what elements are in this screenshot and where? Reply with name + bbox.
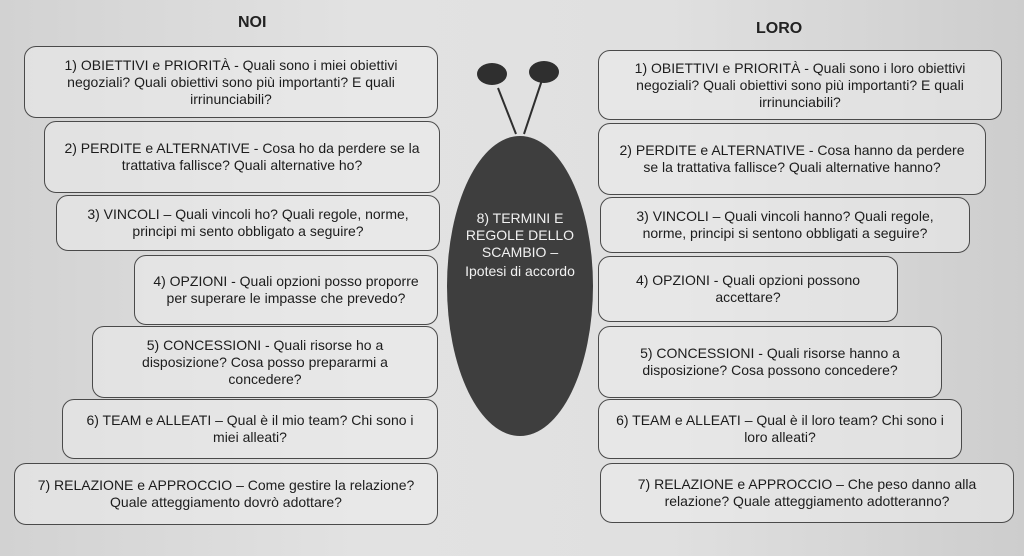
noi-box-obiettivi: 1) OBIETTIVI e PRIORITÀ - Quali sono i miei obiettivi negoziali? Quali obiettivi sono più importanti? E quali irrinunciabili?	[24, 46, 438, 118]
loro-box-team: 6) TEAM e ALLEATI – Qual è il loro team? Chi sono i loro alleati?	[598, 399, 962, 459]
loro-box-vincoli: 3) VINCOLI – Quali vincoli hanno? Quali regole, norme, principi si sentono obbligati a seguire?	[600, 197, 970, 253]
loro-box-perdite: 2) PERDITE e ALTERNATIVE - Cosa hanno da perdere se la trattativa fallisce? Quali alternative hanno?	[598, 123, 986, 195]
center-title: 8) TERMINI E REGOLE DELLO SCAMBIO –	[465, 210, 575, 260]
antenna-head-right	[529, 61, 559, 83]
loro-box-obiettivi: 1) OBIETTIVI e PRIORITÀ - Quali sono i loro obiettivi negoziali? Quali obiettivi sono più importanti? E quali irrinunciabili?	[598, 50, 1002, 120]
loro-box-relazione: 7) RELAZIONE e APPROCCIO – Che peso danno alla relazione? Quale atteggiamento adotteranno?	[600, 463, 1014, 523]
center-label	[452, 210, 588, 280]
antenna-right	[524, 80, 542, 134]
antenna-head-left	[477, 63, 507, 85]
antenna-left	[498, 88, 516, 134]
noi-box-opzioni: 4) OPZIONI - Quali opzioni posso proporre per superare le impasse che prevedo?	[134, 255, 438, 325]
heading-noi: NOI	[238, 14, 267, 31]
loro-box-concessioni: 5) CONCESSIONI - Quali risorse hanno a disposizione? Cosa possono concedere?	[598, 326, 942, 398]
butterfly-body	[447, 136, 593, 436]
noi-box-perdite: 2) PERDITE e ALTERNATIVE - Cosa ho da perdere se la trattativa fallisce? Quali alternative ho?	[44, 121, 440, 193]
center-subtitle: Ipotesi di accordo	[465, 263, 575, 279]
noi-box-concessioni: 5) CONCESSIONI - Quali risorse ho a disposizione? Cosa posso prepararmi a concedere?	[92, 326, 438, 398]
loro-box-opzioni: 4) OPZIONI - Quali opzioni possono accettare?	[598, 256, 898, 322]
noi-box-vincoli: 3) VINCOLI – Quali vincoli ho? Quali regole, norme, principi mi sento obbligato a seguire?	[56, 195, 440, 251]
noi-box-team: 6) TEAM e ALLEATI – Qual è il mio team? Chi sono i miei alleati?	[62, 399, 438, 459]
heading-loro: LORO	[756, 20, 803, 37]
noi-box-relazione: 7) RELAZIONE e APPROCCIO – Come gestire la relazione? Quale atteggiamento dovrò adottare?	[14, 463, 438, 525]
